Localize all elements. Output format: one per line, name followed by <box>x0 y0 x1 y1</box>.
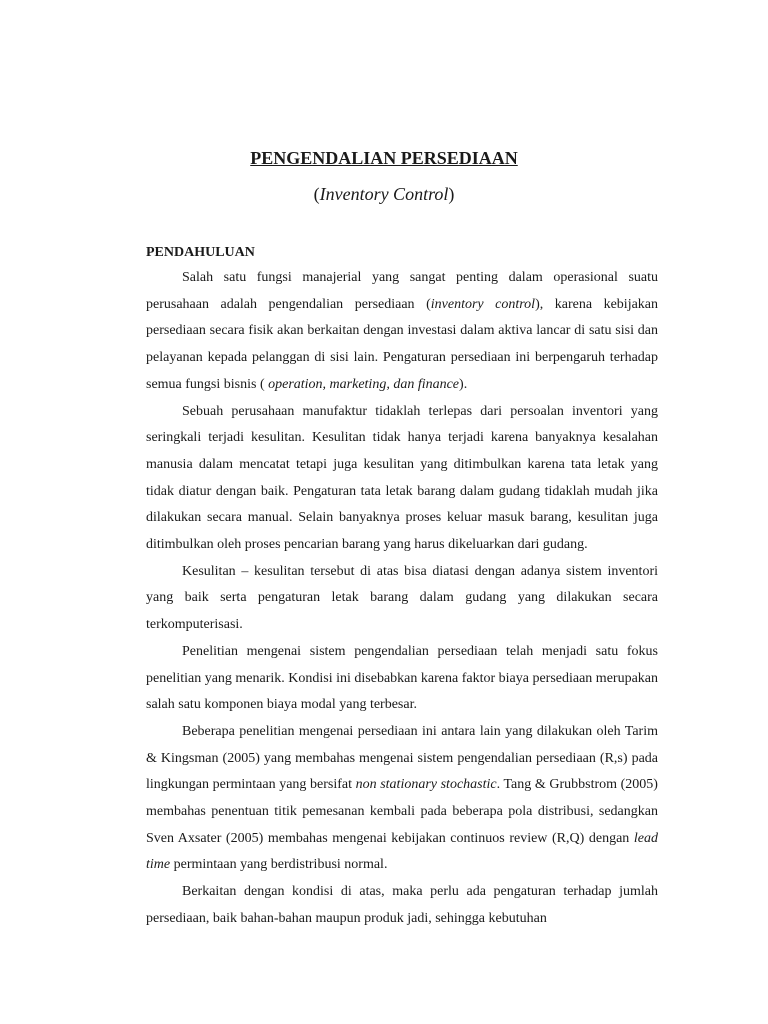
italic-text: non stationary stochastic <box>355 777 497 793</box>
paragraph-text: Salah satu fungsi manajerial yang sangat penting dalam operasional suatu perusahaan adalah pengendalian persediaan ( <box>146 270 658 312</box>
subtitle-italic: Inventory Control <box>319 184 449 204</box>
paragraph <box>146 719 658 879</box>
paragraph-text: . Tang & Grubbstrom (2005) membahas penentuan titik pemesanan kembali pada beberapa pola distribusi, sedangkan Sven Axsater (2005) membahas mengenai kebijakan continuos review (R,Q) dengan <box>146 777 658 846</box>
paragraph-text: Berkaitan dengan kondisi di atas, maka perlu ada pengaturan terhadap jumlah persediaan, baik bahan-bahan maupun produk jadi, sehingga kebutuhan <box>146 884 658 926</box>
paragraph <box>146 399 658 559</box>
paragraph-text: Beberapa penelitian mengenai persediaan ini antara lain yang dilakukan oleh Tarim & Kingsman (2005) yang membahas mengenai sistem pengendalian persediaan (R,s) pada lingkungan permintaan yang bersifat <box>146 723 658 793</box>
document-body <box>146 265 658 933</box>
subtitle-close-paren: ) <box>448 184 455 204</box>
paragraph-text: Kesulitan – kesulitan tersebut di atas bisa diatasi dengan adanya sistem inventori yang baik serta pengaturan letak barang dalam gudang yang dilakukan secara terkomputerisasi. <box>146 563 658 633</box>
document-subtitle <box>0 184 768 205</box>
paragraph-text: ). <box>459 376 468 392</box>
paragraph-text: Sebuah perusahaan manufaktur tidaklah terlepas dari persoalan inventori yang seringkali terjadi kesulitan. Kesulitan tidak hanya terjadi karena banyaknya kesalahan manusia dalam mencatat tetapi juga kesulitan yang ditimbulkan karena tata letak yang tidak diatur dengan baik. Pengaturan tata letak barang dalam gudang tidaklah mudah jika dilakukan secara manual. Selain banyaknya proses keluar masuk barang, kesulitan juga ditimbulkan oleh proses pencarian barang yang harus dikeluarkan dari gudang. <box>146 403 658 553</box>
paragraph <box>146 559 658 639</box>
section-heading: PENDAHULUAN <box>146 245 255 260</box>
document-title <box>0 148 768 169</box>
italic-text: inventory control <box>430 296 536 312</box>
italic-text: lead time <box>146 830 658 873</box>
paragraph <box>146 879 658 932</box>
paragraph-text: permintaan yang berdistribusi normal. <box>170 857 388 873</box>
paragraph <box>146 265 658 399</box>
subtitle-open-paren: ( <box>313 184 320 204</box>
paragraph-text: ), karena kebijakan persediaan secara fisik akan berkaitan dengan investasi dalam aktiva lancar di satu sisi dan pelayanan kepada pelanggan di sisi lain. Pengaturan persediaan ini berpengaruh terhadap semua fungsi bisnis ( <box>146 296 659 392</box>
paragraph-text: Penelitian mengenai sistem pengendalian persediaan telah menjadi satu fokus penelitian yang menarik. Kondisi ini disebabkan karena faktor biaya persediaan merupakan salah satu komponen biaya modal yang terbesar. <box>146 643 658 713</box>
italic-text: operation, marketing, dan finance <box>268 376 460 392</box>
paragraph <box>146 639 658 719</box>
document-title-text: PENGENDALIAN PERSEDIAAN <box>250 148 518 168</box>
